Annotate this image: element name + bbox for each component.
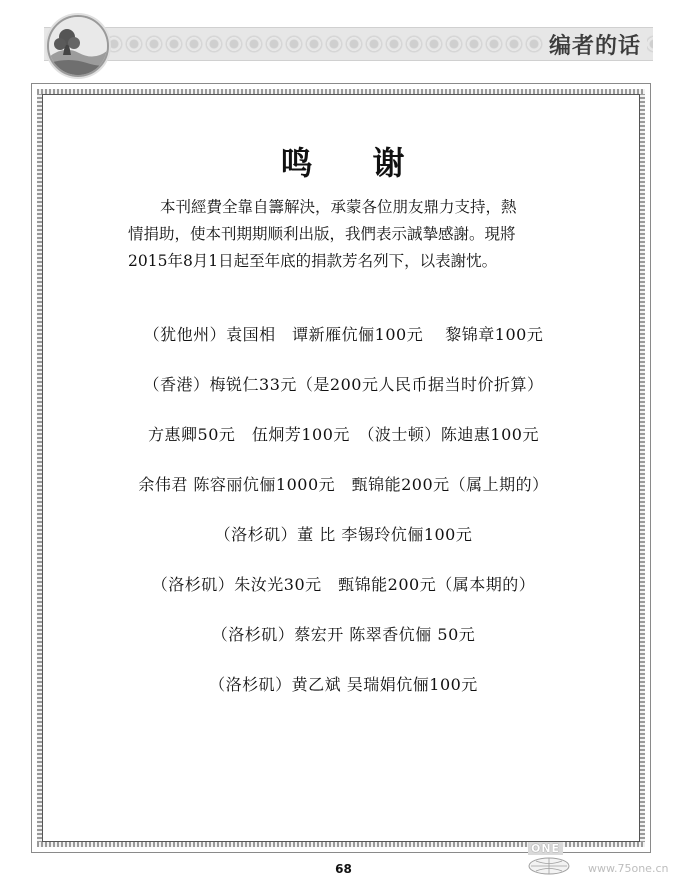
watermark-logo: ONE — [528, 842, 563, 855]
page-number: 68 — [335, 862, 352, 876]
watermark-url: www.75one.cn — [588, 862, 669, 875]
intro-line: 本刊經費全靠自籌解決，承蒙各位朋友鼎力支持，熱 — [160, 198, 517, 216]
intro-paragraph — [128, 194, 568, 275]
page-title — [0, 138, 687, 184]
donor-line: （洛杉矶）蔡宏开 陈翠香伉俪 50元 — [211, 625, 476, 644]
donor-line: （香港）梅锐仁33元（是200元人民币据当时价折算） — [143, 375, 544, 394]
landscape-emblem-icon — [47, 15, 109, 77]
intro-line: 情捐助，使本刊期期顺利出版，我們表示誠摯感謝。現將 — [128, 225, 516, 243]
title-char-right: 谢 — [372, 144, 407, 182]
donor-line: （洛杉矶）黄乙斌 吴瑞娟伉俪100元 — [209, 675, 478, 694]
title-char-left: 鸣 — [280, 144, 315, 182]
donor-line: 方惠卿50元 伍炯芳100元 （波士顿）陈迪惠100元 — [148, 425, 539, 444]
donor-line: 余伟君 陈容丽伉俪1000元 甄锦能200元（属上期的） — [138, 475, 549, 494]
intro-line: 2015年8月1日起至年底的捐款芳名列下，以表謝忱。 — [128, 252, 498, 270]
donor-line: （洛杉矶）董 比 李锡玲伉俪100元 — [214, 525, 473, 544]
section-title: 编者的话 — [543, 29, 647, 60]
donor-line: （犹他州）袁国相 谭新雁伉俪100元 黎锦章100元 — [143, 325, 544, 344]
globe-watermark-icon — [526, 855, 572, 875]
donor-line: （洛杉矶）朱汝光30元 甄锦能200元（属本期的） — [151, 575, 536, 594]
